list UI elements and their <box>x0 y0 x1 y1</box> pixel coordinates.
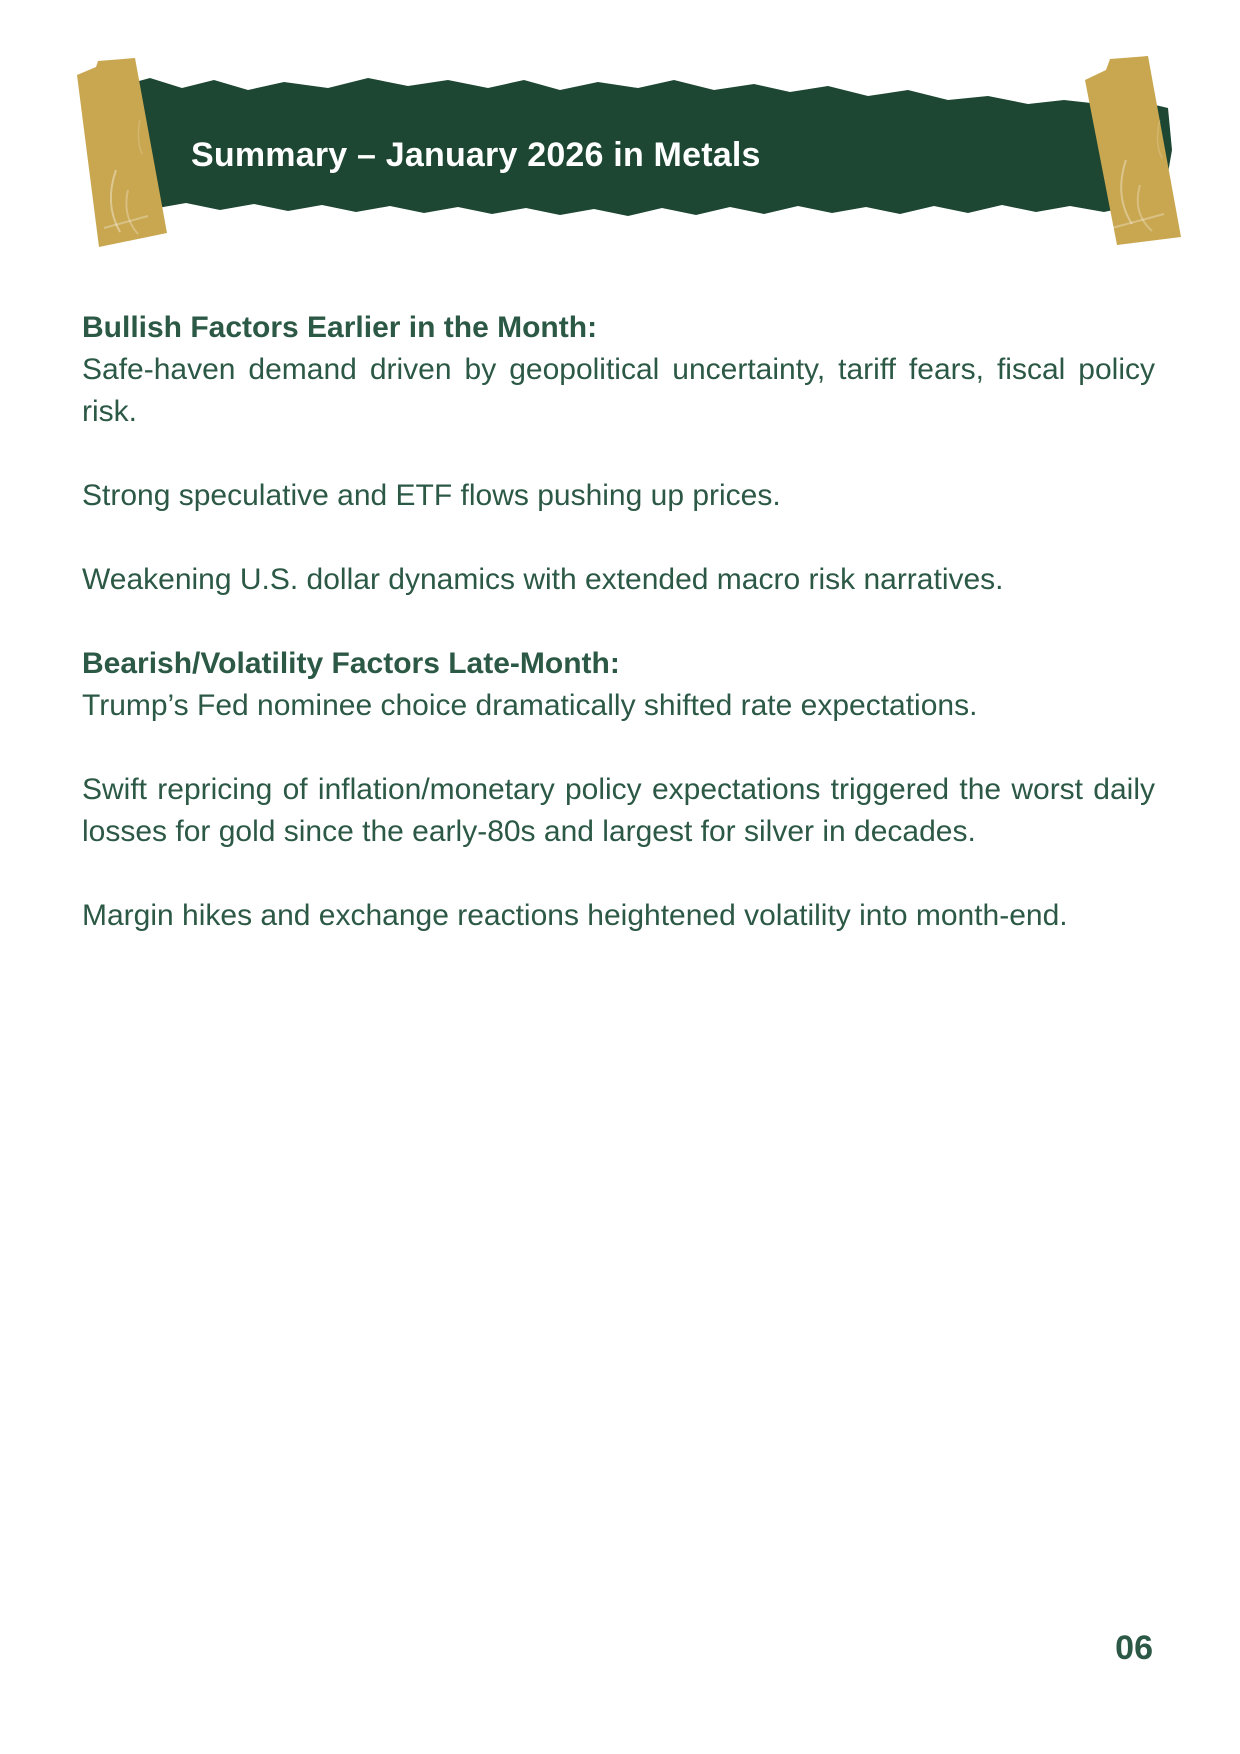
paragraph-line: Margin hikes and exchange reactions heightened volatility into month-end. <box>82 899 1068 932</box>
banner-title: Summary – January 2026 in Metals <box>191 136 761 174</box>
paragraph-line: Swift repricing of inflation/monetary policy expectations triggered the worst daily <box>82 773 1155 806</box>
page-number: 06 <box>1115 1629 1153 1667</box>
paragraph-line: Trump’s Fed nominee choice dramatically shifted rate expectations. <box>82 689 978 722</box>
text-block <box>82 559 1155 601</box>
block-heading: Bullish Factors Earlier in the Month: <box>82 311 598 344</box>
paragraph-line: losses for gold since the early-80s and largest for silver in decades. <box>82 815 976 848</box>
paragraph-line: Weakening U.S. dollar dynamics with extended macro risk narratives. <box>82 563 1004 596</box>
text-block <box>82 643 1155 727</box>
text-block <box>82 895 1155 937</box>
text-block <box>82 307 1155 433</box>
paragraph-line: Strong speculative and ETF flows pushing up prices. <box>82 479 781 512</box>
text-block <box>82 769 1155 853</box>
content-area <box>82 307 1155 937</box>
paragraph-line: Safe-haven demand driven by geopolitical uncertainty, tariff fears, fiscal policy <box>82 353 1155 386</box>
block-heading: Bearish/Volatility Factors Late-Month: <box>82 647 620 680</box>
paragraph-line: risk. <box>82 395 137 428</box>
text-block <box>82 475 1155 517</box>
